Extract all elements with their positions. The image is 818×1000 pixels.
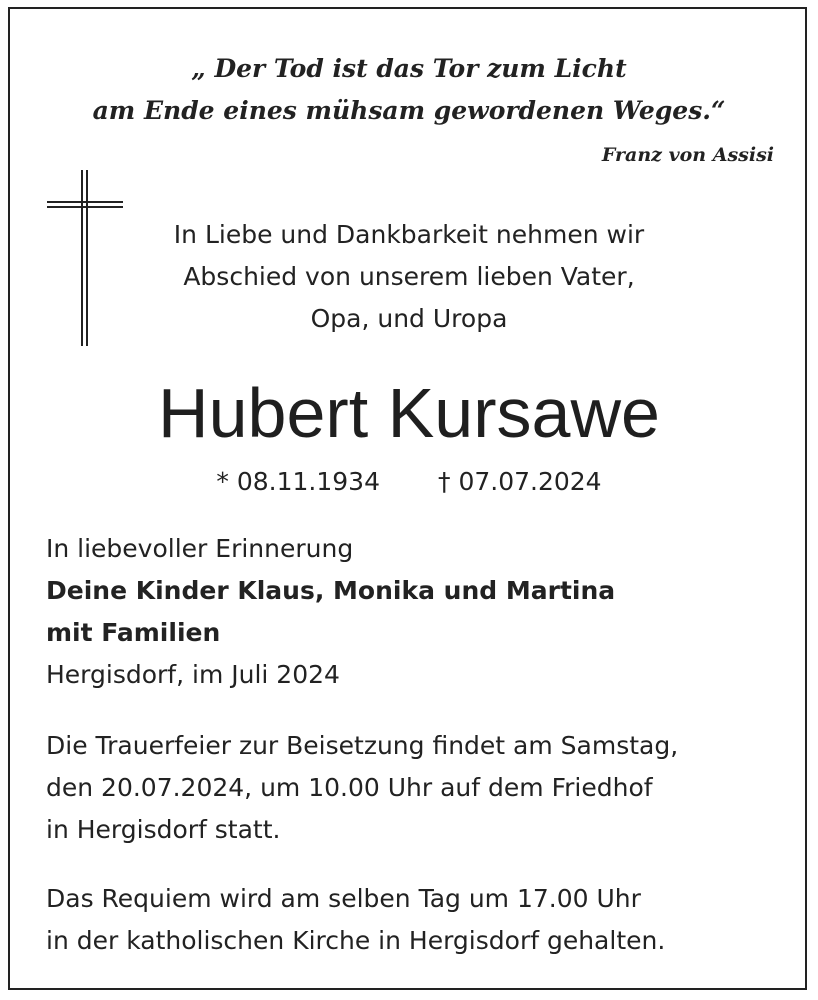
funeral-info	[46, 725, 786, 851]
birth-date: * 08.11.1934	[216, 467, 380, 496]
funeral-line-3: in Hergisdorf statt.	[46, 815, 281, 844]
quote-line-1: „ Der Tod ist das Tor zum Licht	[191, 54, 627, 83]
death-date: † 07.07.2024	[438, 467, 602, 496]
intro-line-3: Opa, und Uropa	[310, 304, 508, 333]
quote-author: Franz von Assisi	[601, 144, 774, 166]
mourners-names: Deine Kinder Klaus, Monika und Martina	[46, 576, 616, 605]
deceased-name: Hubert Kursawe	[158, 374, 660, 452]
intro-line-1: In Liebe und Dankbarkeit nehmen wir	[173, 220, 645, 249]
requiem-line-1: Das Requiem wird am selben Tag um 17.00 Uhr	[46, 884, 641, 913]
mourners-block	[46, 528, 786, 696]
quote	[0, 48, 818, 132]
requiem-info	[46, 878, 786, 962]
life-dates	[0, 462, 818, 502]
requiem-line-2: in der katholischen Kirche in Hergisdorf gehalten.	[46, 926, 666, 955]
quote-line-2: am Ende eines mühsam gewordenen Weges.“	[92, 96, 726, 125]
funeral-line-2: den 20.07.2024, um 10.00 Uhr auf dem Friedhof	[46, 773, 653, 802]
mourners-line-1: In liebevoller Erinnerung	[46, 534, 354, 563]
mourners-families: mit Familien	[46, 618, 221, 647]
place-date: Hergisdorf, im Juli 2024	[46, 660, 340, 689]
funeral-line-1: Die Trauerfeier zur Beisetzung findet am Samstag,	[46, 731, 679, 760]
intro-line-2: Abschied von unserem lieben Vater,	[183, 262, 635, 291]
intro-text	[100, 214, 718, 340]
